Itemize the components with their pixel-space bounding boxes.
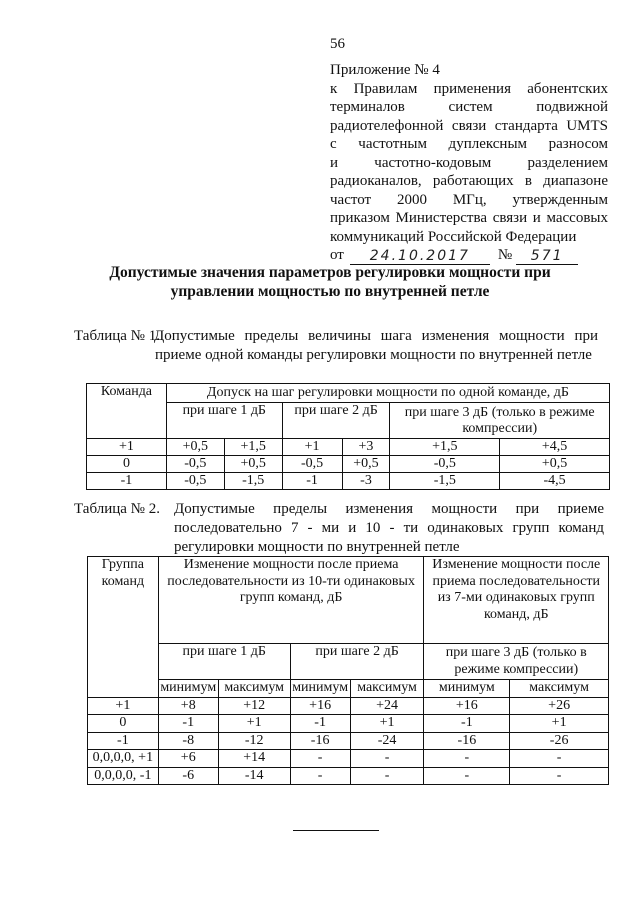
appendix-line: и частотно-кодовым разделением bbox=[330, 154, 608, 171]
table-cell: -24 bbox=[350, 732, 424, 750]
table1-caption-line1: Допустимые пределы величины шага изменения мощности при bbox=[154, 328, 598, 344]
table-cell: +0,5 bbox=[342, 456, 390, 473]
title-line-1: Допустимые значения параметров регулировки мощности при bbox=[109, 264, 551, 281]
document-title bbox=[100, 263, 560, 301]
table2-header-min: минимум bbox=[424, 680, 510, 698]
table-cell: +12 bbox=[218, 697, 290, 715]
table-cell: +16 bbox=[290, 697, 350, 715]
table-cell: - bbox=[350, 767, 424, 785]
table2-header-max: максимум bbox=[510, 680, 609, 698]
table-cell: -6 bbox=[158, 767, 218, 785]
appendix-line: коммуникаций Российской Федерации bbox=[330, 228, 577, 245]
table-cell: +3 bbox=[342, 439, 390, 456]
table-cell: -0,5 bbox=[166, 473, 224, 490]
table2-caption bbox=[74, 500, 604, 557]
table-cell: -14 bbox=[218, 767, 290, 785]
table-cell: - bbox=[510, 767, 609, 785]
table-cell: +8 bbox=[158, 697, 218, 715]
table-cell: +0,5 bbox=[500, 456, 610, 473]
table-cell: +1 bbox=[282, 439, 342, 456]
table1-header-step1: при шаге 1 дБ bbox=[166, 403, 282, 439]
table-cell: 0 bbox=[88, 715, 159, 733]
table-cell: -1 bbox=[424, 715, 510, 733]
table-cell: - bbox=[290, 767, 350, 785]
order-number: 571 bbox=[516, 248, 578, 265]
appendix-line: с частотным дуплексным разносом bbox=[330, 136, 608, 152]
table1-header-tolerance: Допуск на шаг регулировки мощности по одной команде, дБ bbox=[166, 384, 609, 403]
table-cell: -1 bbox=[87, 473, 167, 490]
appendix-line: терминалов систем подвижной bbox=[330, 99, 608, 115]
table-cell: 0,0,0,0, -1 bbox=[88, 767, 159, 785]
order-line bbox=[330, 246, 608, 265]
table-cell: 0,0,0,0, +1 bbox=[88, 750, 159, 768]
page-number: 56 bbox=[330, 36, 345, 52]
table2-header-step1: при шаге 1 дБ bbox=[158, 644, 290, 680]
table2-caption-label: Таблица № 2. bbox=[74, 501, 160, 517]
title-line-2: управлении мощностью по внутренней петле bbox=[170, 283, 490, 300]
table-cell: +24 bbox=[350, 697, 424, 715]
table-row bbox=[88, 715, 609, 733]
table2-header-min: минимум bbox=[290, 680, 350, 698]
footer-divider bbox=[293, 830, 379, 831]
table-cell: +1 bbox=[87, 439, 167, 456]
appendix-line: радиоканалов, работающих в диапазоне bbox=[330, 173, 608, 189]
table2-header-change10: Изменение мощности после приема последовательности из 10-ти одинаковых групп команд, дБ bbox=[158, 557, 424, 644]
table-cell: -16 bbox=[290, 732, 350, 750]
table2 bbox=[87, 556, 609, 785]
table-cell: +1 bbox=[218, 715, 290, 733]
table2-header-step2: при шаге 2 дБ bbox=[290, 644, 424, 680]
table-cell: -1 bbox=[88, 732, 159, 750]
appendix-line: частот 2000 МГц, утвержденным bbox=[330, 191, 608, 208]
appendix-block bbox=[330, 61, 608, 265]
appendix-line: к Правилам применения абонентских bbox=[330, 80, 608, 97]
table-cell: - bbox=[424, 750, 510, 768]
table-cell: +1 bbox=[510, 715, 609, 733]
table2-caption-rest: последовательно 7 - ми и 10 - ти одинаковых групп команд регулировки мощности по внутренней петле bbox=[174, 520, 604, 555]
table-cell: - bbox=[510, 750, 609, 768]
table-cell: +1,5 bbox=[390, 439, 500, 456]
table-cell: +6 bbox=[158, 750, 218, 768]
table-cell: -0,5 bbox=[282, 456, 342, 473]
table-cell: -0,5 bbox=[390, 456, 500, 473]
table2-header-step3: при шаге 3 дБ (только в режиме компрессии) bbox=[424, 644, 609, 680]
table-row bbox=[87, 439, 610, 456]
table-cell: -1 bbox=[282, 473, 342, 490]
table-cell: -0,5 bbox=[166, 456, 224, 473]
table-cell: - bbox=[290, 750, 350, 768]
table-cell: +16 bbox=[424, 697, 510, 715]
table-cell: -12 bbox=[218, 732, 290, 750]
table2-header-change7: Изменение мощности после приема последовательности из 7-ми одинаковых групп команд, дБ bbox=[424, 557, 609, 644]
table-row bbox=[87, 456, 610, 473]
order-date: 24.10.2017 bbox=[350, 248, 490, 265]
table-cell: +1 bbox=[88, 697, 159, 715]
table1-header-step2: при шаге 2 дБ bbox=[282, 403, 390, 439]
table-row bbox=[87, 473, 610, 490]
table-cell: -3 bbox=[342, 473, 390, 490]
table-cell: -16 bbox=[424, 732, 510, 750]
table-cell: 0 bbox=[87, 456, 167, 473]
table-cell: +0,5 bbox=[166, 439, 224, 456]
table-cell: +1 bbox=[350, 715, 424, 733]
table-cell: +14 bbox=[218, 750, 290, 768]
table1 bbox=[86, 383, 610, 490]
table-cell: +1,5 bbox=[224, 439, 282, 456]
table2-header-max: максимум bbox=[218, 680, 290, 698]
table-row bbox=[88, 750, 609, 768]
table-cell: - bbox=[350, 750, 424, 768]
table-cell: -1,5 bbox=[224, 473, 282, 490]
order-number-label: № bbox=[497, 247, 513, 263]
appendix-line: Приложение № 4 bbox=[330, 62, 440, 78]
table-cell: -1 bbox=[290, 715, 350, 733]
table1-caption-rest: приеме одной команды регулировки мощности по внутренней петле bbox=[155, 347, 592, 363]
table1-header-step3: при шаге 3 дБ (только в режиме компрессии) bbox=[390, 403, 610, 439]
table1-header-command: Команда bbox=[87, 384, 167, 439]
table-row bbox=[88, 732, 609, 750]
appendix-line: приказом Министерства связи и массовых bbox=[330, 210, 608, 226]
table1-caption bbox=[74, 327, 598, 365]
table2-header-max: максимум bbox=[350, 680, 424, 698]
table-cell: +26 bbox=[510, 697, 609, 715]
table-cell: -1,5 bbox=[390, 473, 500, 490]
table-cell: +0,5 bbox=[224, 456, 282, 473]
table-cell: -26 bbox=[510, 732, 609, 750]
appendix-line: радиотелефонной связи стандарта UMTS bbox=[330, 117, 608, 134]
table-row bbox=[88, 697, 609, 715]
table-row bbox=[88, 767, 609, 785]
table-cell: -4,5 bbox=[500, 473, 610, 490]
table2-caption-line1: Допустимые пределы изменения мощности при приеме bbox=[174, 501, 604, 517]
table1-caption-label: Таблица № 1. bbox=[74, 328, 160, 344]
table-cell: - bbox=[424, 767, 510, 785]
table2-header-min: минимум bbox=[158, 680, 218, 698]
table-cell: -1 bbox=[158, 715, 218, 733]
table-cell: -8 bbox=[158, 732, 218, 750]
table-cell: +4,5 bbox=[500, 439, 610, 456]
order-from-label: от bbox=[330, 247, 344, 263]
table2-header-group: Группа команд bbox=[88, 557, 159, 698]
